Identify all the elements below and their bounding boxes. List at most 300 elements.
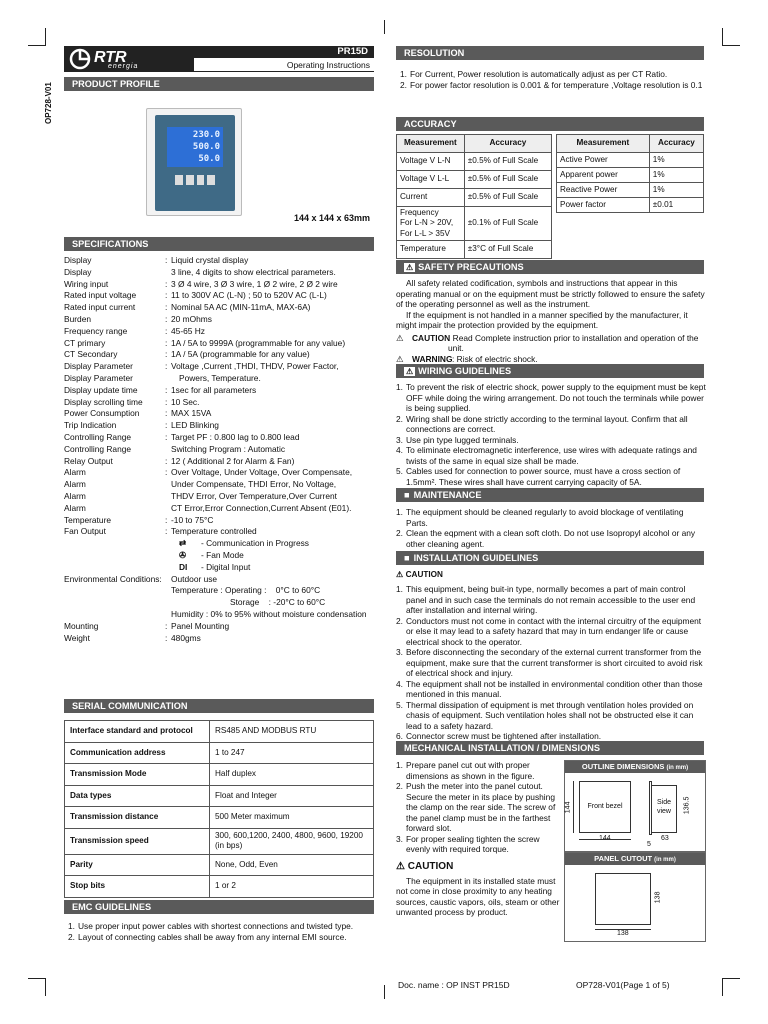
measurement-cell: Apparent power <box>557 168 650 183</box>
rtr-logo <box>64 46 194 72</box>
list-number: 5. <box>396 699 403 710</box>
accuracy-cell: ±3°C of Full Scale <box>464 240 551 258</box>
spec-colon: : <box>165 278 168 289</box>
table-row <box>65 828 374 854</box>
warning-icon: ⚠ <box>406 367 414 376</box>
serial-heading: SERIAL COMMUNICATION <box>64 699 374 713</box>
serial-key: Transmission Mode <box>65 764 210 786</box>
outline-title-text: OUTLINE DIMENSIONS <box>581 762 665 771</box>
meter-button <box>186 175 194 185</box>
spec-row <box>64 456 384 468</box>
spec-row <box>64 491 384 503</box>
spec-colon: : <box>165 302 168 313</box>
list-text: Thermal dissipation of equipment is met through ventilation holes provided on chasis of equipment. Such ventilation holes shall not be obstructed else it can lead to a safety hazard. <box>406 699 694 731</box>
spec-row <box>64 361 384 373</box>
serial-key: Parity <box>65 854 210 876</box>
spec-row <box>64 326 384 338</box>
table-row <box>65 721 374 743</box>
spec-key: Power Consumption <box>64 408 140 419</box>
mech-caution-text: The equipment in its installed state must not come in close proximity to any heating sources, caustic vapors, oils, steam or other unwanted process by product. <box>396 875 560 917</box>
serial-value: 500 Meter maximum <box>210 807 374 829</box>
spec-key: Mounting <box>64 620 99 631</box>
spec-key: Rated input voltage <box>64 290 137 301</box>
serial-value: 1 or 2 <box>210 876 374 898</box>
serial-value: Float and Integer <box>210 785 374 807</box>
spec-key: Display Parameter <box>64 372 133 383</box>
spec-row <box>64 633 384 645</box>
serial-value: RS485 AND MODBUS RTU <box>210 721 374 743</box>
list-number: 1. <box>396 584 403 594</box>
spec-key: CT primary <box>64 337 106 348</box>
resolution-heading: RESOLUTION <box>396 46 704 60</box>
installation-heading <box>396 551 704 565</box>
dim-63: 63 <box>661 835 669 842</box>
measurement-cell: Current <box>397 189 465 207</box>
list-text: Push the meter into the panel cutout. Secure the meter in its place by pushing the clamp on the rear side. The screw of the panel clamp must be in the farthest forward slot. <box>406 781 556 833</box>
outline-dimensions-box <box>564 760 706 852</box>
cutout-dim-horizontal: 138 <box>617 930 629 937</box>
square-icon: ■ <box>404 553 410 563</box>
outline-unit: (in mm) <box>666 765 689 771</box>
spec-colon: : <box>165 632 168 643</box>
list-text: Connector screw must be tightened after installation. <box>406 731 602 741</box>
mech-caution <box>396 861 560 918</box>
spec-row <box>64 279 384 291</box>
temperature-storage: Storage : -20°C to 60°C <box>230 597 326 608</box>
spec-key: Alarm <box>64 479 86 490</box>
spec-colon: : <box>165 420 168 431</box>
lcd-line-3: 50.0 <box>198 154 220 164</box>
serial-key: Transmission distance <box>65 807 210 829</box>
spec-key: Temperature <box>64 514 112 525</box>
list-item <box>64 921 384 932</box>
accuracy-heading: ACCURACY <box>396 117 704 131</box>
list-text: Use proper input power cables with shortest connections and twisted type. <box>78 921 354 931</box>
list-number: 4. <box>396 678 403 689</box>
brand-sub: energia <box>108 63 139 70</box>
lcd-line-1: 230.0 <box>192 130 220 140</box>
panel-cutout-box <box>564 852 706 942</box>
table-row <box>557 198 704 213</box>
wiring-title: WIRING GUIDELINES <box>418 366 512 376</box>
list-text: To prevent the risk of electric shock, power supply to the equipment must be kept OFF while doing the wiring arrangement. Do not touch the terminals while power is being supplied. <box>406 382 706 413</box>
humidity: Humidity : 0% to 95% without moisture condensation <box>171 608 367 619</box>
list-number: 2. <box>396 528 403 538</box>
accuracy-cell: ±0.5% of Full Scale <box>464 171 551 189</box>
caution-icon: ⚠ <box>396 570 404 579</box>
spec-row <box>64 290 384 302</box>
spec-colon: : <box>165 526 168 537</box>
list-number: 2. <box>396 781 403 791</box>
safety-heading <box>396 260 704 274</box>
list-number: 3. <box>396 434 403 445</box>
spec-value: LED Blinking <box>171 420 219 431</box>
emc-list <box>64 921 384 942</box>
safety-para-1: All safety related codification, symbols and instructions that appear in this operating manual or on the equipment must be strictly followed to ensure the safety of the operating personnel as well as the instrument. <box>396 278 705 309</box>
spec-key: CT Secondary <box>64 349 118 360</box>
footer-doc-name: Doc. name : OP INST PR15D <box>398 980 510 990</box>
meter-buttons <box>175 175 215 185</box>
serial-key: Stop bits <box>65 876 210 898</box>
table-row <box>557 153 704 168</box>
accuracy-table-right <box>556 134 704 213</box>
list-item <box>392 760 558 781</box>
spec-colon: : <box>165 349 168 360</box>
spec-colon: : <box>165 325 168 336</box>
spec-row <box>64 373 384 385</box>
list-item <box>392 679 706 700</box>
dim-5: 5 <box>647 841 651 848</box>
dim-line <box>573 781 574 833</box>
list-item <box>392 731 706 742</box>
caution-line <box>396 333 706 354</box>
spec-colon: : <box>165 290 168 301</box>
spec-row <box>64 467 384 479</box>
spec-key: Trip Indication <box>64 420 117 431</box>
accuracy-cell: ±0.5% of Full Scale <box>464 189 551 207</box>
spec-row <box>64 515 384 527</box>
installation-list <box>392 584 706 742</box>
list-number: 1. <box>396 760 403 770</box>
list-item <box>392 647 706 679</box>
spec-key: Display <box>64 255 92 265</box>
list-number: 2. <box>396 413 403 424</box>
table-row <box>65 785 374 807</box>
list-number: 2. <box>396 615 403 626</box>
spec-row <box>64 444 384 456</box>
cutout-title-text: PANEL CUTOUT <box>594 854 653 863</box>
spec-value: CT Error,Error Connection,Current Absent (E01). <box>171 502 352 513</box>
spec-value: 1A / 5A (programmable for any value) <box>171 349 310 360</box>
mechanical-list <box>392 760 558 855</box>
spec-value: 480gms <box>171 632 201 643</box>
spec-colon: : <box>165 467 168 478</box>
spec-row <box>64 385 384 397</box>
table-row <box>65 807 374 829</box>
spec-colon: : <box>165 431 168 442</box>
list-item <box>392 445 706 466</box>
list-number: 2. <box>400 79 407 90</box>
dim-1365: 136.5 <box>683 796 691 815</box>
measurement-cell: Active Power <box>557 153 650 168</box>
list-text: For Current, Power resolution is automatically adjust as per CT Ratio. <box>410 69 668 79</box>
mech-caution-title <box>396 861 560 874</box>
cutout-dim-vertical: 138 <box>654 891 662 904</box>
spec-key: Alarm <box>64 490 86 501</box>
list-item <box>392 466 706 487</box>
spec-key: Controlling Range <box>64 431 132 442</box>
accuracy-cell: ±0.01 <box>649 198 703 213</box>
caution-icon: ⚠ <box>396 861 405 872</box>
safety-body <box>396 278 706 364</box>
spec-colon: : <box>165 620 168 631</box>
meter-button <box>175 175 183 185</box>
product-profile-heading: PRODUCT PROFILE <box>64 77 374 91</box>
list-text: The equipment should be cleaned regularly to avoid blockage of ventilating Parts. <box>406 507 684 528</box>
wiring-heading <box>396 364 704 378</box>
table-row <box>65 876 374 898</box>
list-text: Cables used for connection to power source, must have a cross section of 1.5mm². These wires shall have current carrying capacity of 5A. <box>406 466 681 487</box>
table-row <box>397 240 552 258</box>
cutout-title <box>565 853 705 865</box>
spec-row <box>64 338 384 350</box>
legend-text: - Communication in Progress <box>201 538 309 549</box>
side-view-shape <box>651 785 677 833</box>
measurement-cell: Power factor <box>557 198 650 213</box>
list-text: To eliminate electromagnetic interference, use wires with adequate ratings and twists of the same in equal size shall be made. <box>406 445 697 466</box>
table-header-row <box>557 135 704 153</box>
list-number: 4. <box>396 445 403 455</box>
spec-colon: : <box>165 313 168 324</box>
spec-value: Liquid crystal display <box>171 255 249 265</box>
spec-key: Frequency range <box>64 325 128 336</box>
cutout-unit: (in mm) <box>654 857 676 863</box>
list-number: 5. <box>396 466 403 476</box>
warning-line <box>396 354 706 365</box>
spec-colon: : <box>165 455 168 466</box>
serial-value: None, Odd, Even <box>210 854 374 876</box>
header-accuracy: Accuracy <box>649 135 703 153</box>
list-number: 6. <box>396 731 403 741</box>
spec-row <box>64 267 384 279</box>
warning-label: WARNING <box>412 353 453 364</box>
caution-label: CAUTION <box>412 332 451 343</box>
spec-row <box>64 621 384 633</box>
front-bezel-shape <box>579 781 631 833</box>
spec-value: 3 line, 4 digits to show electrical parameters. <box>171 266 336 277</box>
list-item <box>396 80 706 91</box>
logo-icon <box>68 47 92 71</box>
spec-row <box>64 503 384 515</box>
cutout-shape <box>595 873 651 925</box>
list-text: Wiring shall be done strictly according to the terminal layout. Confirm that all connections are correct. <box>406 413 688 434</box>
legend-icon: DI <box>179 561 188 572</box>
serial-key: Interface standard and protocol <box>65 721 210 743</box>
spec-key: Alarm <box>64 502 86 513</box>
spec-colon: : <box>165 337 168 348</box>
table-row <box>397 189 552 207</box>
spec-value: 3 Ø 4 wire, 3 Ø 3 wire, 1 Ø 2 wire, 2 Ø 2 wire <box>171 278 338 289</box>
accuracy-table-left <box>396 134 552 259</box>
list-item <box>392 781 558 834</box>
measurement-cell: Frequency For L-N > 20V, For L-L > 35V <box>397 207 465 241</box>
table-row <box>397 207 552 241</box>
list-text: For power factor resolution is 0.001 & for temperature ,Voltage resolution is 0.1 <box>410 79 703 90</box>
caution-icon: ⚠ <box>396 332 404 343</box>
list-text: For proper sealing tighten the screw evenly with required torque. <box>406 833 540 854</box>
list-item <box>392 584 706 616</box>
list-item <box>392 834 558 855</box>
brand-name: RTR <box>94 49 127 66</box>
spec-value: 12 ( Additional 2 for Alarm & Fan) <box>171 455 295 466</box>
list-item <box>396 69 706 80</box>
accuracy-cell: 1% <box>649 153 703 168</box>
measurement-cell: Temperature <box>397 240 465 258</box>
shock-icon: ⚠ <box>396 353 404 364</box>
spec-row <box>64 397 384 409</box>
installation-title: INSTALLATION GUIDELINES <box>413 553 539 563</box>
install-caution <box>396 570 443 580</box>
spec-value: MAX 15VA <box>171 408 212 419</box>
list-item <box>64 932 384 943</box>
spec-colon: : <box>165 361 168 372</box>
measurement-cell: Voltage V L-L <box>397 171 465 189</box>
fan-output-legend-row <box>64 550 384 562</box>
spec-row <box>64 432 384 444</box>
specifications-heading: SPECIFICATIONS <box>64 237 374 251</box>
maintenance-title: MAINTENANCE <box>413 490 482 500</box>
spec-value: Target PF : 0.800 lag to 0.800 lead <box>171 431 300 442</box>
spec-list <box>64 255 384 644</box>
spec-row <box>64 420 384 432</box>
spec-value: THDV Error, Over Temperature,Over Current <box>171 490 337 501</box>
table-row <box>65 764 374 786</box>
dim-144-vertical: 144 <box>564 801 572 814</box>
list-text: Clean the eqpment with a clean soft cloth. Do not use Isopropyl alcohol or any other cleaning agent. <box>406 528 696 549</box>
spec-row <box>64 526 384 538</box>
spec-value: 45-65 Hz <box>171 325 205 336</box>
front-bezel-label: Front bezel <box>587 802 623 810</box>
spec-value: Powers, Temperature. <box>179 372 261 383</box>
header-bar <box>64 46 374 72</box>
install-caution-label: CAUTION <box>405 570 443 579</box>
spec-value: Nominal 5A AC (MIN-11mA, MAX-6A) <box>171 302 311 313</box>
warning-icon: ⚠ <box>406 263 414 272</box>
spec-value: 1A / 5A to 9999A (programmable for any value) <box>171 337 346 348</box>
accuracy-cell: ±0.1% of Full Scale <box>464 207 551 241</box>
spec-key: Environmental Conditions: <box>64 573 162 584</box>
legend-text: - Fan Mode <box>201 549 244 560</box>
serial-value: 1 to 247 <box>210 742 374 764</box>
spec-key: Fan Output <box>64 526 106 537</box>
list-number: 1. <box>400 69 407 79</box>
table-row <box>397 171 552 189</box>
list-text: Conductors must not come in contact with the internal circuitry of the equipment or else it may lead to a safety hazard that may in turn endanger life or cause electrical shock to the operator. <box>406 615 702 647</box>
legend-text: - Digital Input <box>201 561 251 572</box>
model-bar: PR15D <box>194 46 374 58</box>
spec-row <box>64 255 384 267</box>
table-row <box>65 854 374 876</box>
caution-text: : Read Complete instruction prior to installation and operation of the unit. <box>448 332 699 353</box>
list-item <box>392 435 706 446</box>
spec-colon: : <box>165 255 168 265</box>
spec-key: Alarm <box>64 467 86 478</box>
meter-button <box>197 175 205 185</box>
accuracy-cell: 1% <box>649 183 703 198</box>
measurement-cell: Voltage V L-N <box>397 153 465 171</box>
spec-key: Display scrolling time <box>64 396 143 407</box>
spec-key: Weight <box>64 632 90 643</box>
serial-value: 300, 600,1200, 2400, 4800, 9600, 19200 (in bps) <box>210 828 374 854</box>
spec-colon: : <box>165 514 168 525</box>
legend-icon: ✇ <box>179 549 187 560</box>
spec-value: Panel Mounting <box>171 620 230 631</box>
spec-key: Controlling Range <box>64 443 132 454</box>
spec-value: Under Compensate, THDI Error, No Voltage, <box>171 479 337 490</box>
list-number: 3. <box>396 647 403 657</box>
list-number: 3. <box>396 833 403 844</box>
list-item <box>392 616 706 648</box>
serial-key: Communication address <box>65 742 210 764</box>
table-row <box>65 742 374 764</box>
list-number: 1. <box>68 921 75 931</box>
footer-page: OP728-V01(Page 1 of 5) <box>576 980 670 990</box>
spec-value: Voltage ,Current ,THDI, THDV, Power Factor, <box>171 361 339 372</box>
list-item <box>392 700 706 732</box>
dim-line <box>579 839 631 840</box>
accuracy-cell: 1% <box>649 168 703 183</box>
spec-key: Wiring input <box>64 278 109 289</box>
wiring-list <box>392 382 706 487</box>
spec-value: Outdoor use <box>171 573 218 584</box>
header-measurement: Measurement <box>557 135 650 153</box>
table-row <box>557 168 704 183</box>
side-flange <box>649 781 652 835</box>
list-item <box>392 507 706 528</box>
spec-value: Over Voltage, Under Voltage, Over Compensate, <box>171 467 353 478</box>
spec-colon: : <box>165 396 168 407</box>
spec-value: 11 to 300V AC (L-N) ; 50 to 520V AC (L-L) <box>171 290 327 301</box>
fan-output-legend-row <box>64 538 384 550</box>
list-number: 2. <box>68 931 75 942</box>
serial-value: Half duplex <box>210 764 374 786</box>
meter-face <box>155 115 235 211</box>
spec-key: Display Parameter <box>64 361 133 372</box>
list-text: This equipment, being buit-in type, normally becomes a part of main control panel and in such case the terminals do not remain accessible to the user end after installation and internal wiring. <box>406 584 696 615</box>
spec-key: Relay Output <box>64 455 113 466</box>
spec-value: -10 to 75°C <box>171 514 214 525</box>
lcd-line-2: 500.0 <box>192 142 220 152</box>
spec-colon: : <box>165 384 168 395</box>
mech-caution-label: CAUTION <box>407 861 454 872</box>
product-image <box>146 108 242 216</box>
spec-key: Rated input current <box>64 302 136 313</box>
side-view-label: Side view <box>656 799 671 815</box>
header-accuracy: Accuracy <box>464 135 551 153</box>
spec-row <box>64 302 384 314</box>
spec-key: Burden <box>64 313 92 324</box>
spec-key: Display <box>64 266 92 277</box>
table-row <box>397 153 552 171</box>
measurement-cell: Reactive Power <box>557 183 650 198</box>
square-icon: ■ <box>404 490 410 500</box>
list-text: Prepare panel cut out with proper dimensions as shown in the figure. <box>406 760 535 781</box>
list-text: Use pin type lugged terminals. <box>406 434 519 445</box>
emc-heading: EMC GUIDELINES <box>64 900 374 914</box>
temperature-operating: Temperature : Operating : 0°C to 60°C <box>171 585 321 596</box>
spec-colon: : <box>165 408 168 419</box>
list-text: Layout of connecting cables shall be away from any internal EMI source. <box>78 931 347 942</box>
serial-key: Transmission speed <box>65 828 210 854</box>
spec-row <box>64 479 384 491</box>
spec-row <box>64 408 384 420</box>
mechanical-heading: MECHANICAL INSTALLATION / DIMENSIONS <box>396 741 704 755</box>
doc-type: Operating Instructions <box>286 60 370 70</box>
list-item <box>392 414 706 435</box>
resolution-list <box>396 69 706 90</box>
table-header-row <box>397 135 552 153</box>
spec-value: 10 Sec. <box>171 396 200 407</box>
spec-row <box>64 314 384 326</box>
outline-title <box>565 761 705 773</box>
spec-value: 20 mOhms <box>171 313 212 324</box>
header-measurement: Measurement <box>397 135 465 153</box>
meter-button <box>207 175 215 185</box>
maintenance-list <box>392 507 706 549</box>
list-number: 1. <box>396 507 403 517</box>
legend-icon: ⇄ <box>179 538 187 549</box>
product-dimensions: 144 x 144 x 63mm <box>294 213 371 223</box>
